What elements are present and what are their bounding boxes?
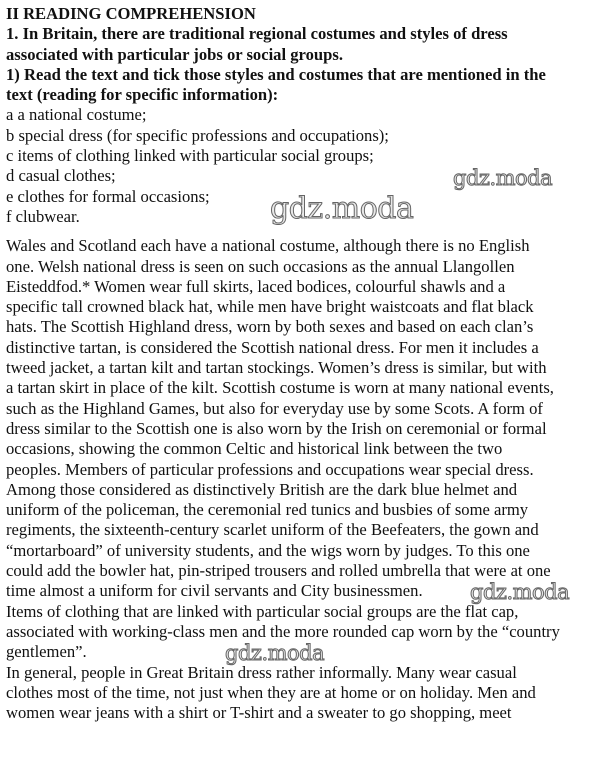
text-line: one. Welsh national dress is seen on such occasions as the annual Llangollen: [6, 256, 515, 276]
document-page: [6, 4, 560, 723]
watermark: gdz.moda: [270, 191, 414, 226]
task-heading-line: associated with particular jobs or social groups.: [6, 44, 343, 64]
text-line: associated with working-class men and the more rounded cap worn by the “country: [6, 621, 560, 641]
text-line: gentlemen”.: [6, 642, 87, 662]
option-item: d casual clothes;: [6, 166, 116, 186]
text-line: uniform of the policeman, the ceremonial red tunics and busbies of some army: [6, 500, 529, 520]
text-line: Wales and Scotland each have a national costume, although there is no English: [6, 236, 530, 256]
section-title: II READING COMPREHENSION: [6, 4, 256, 23]
option-item: b special dress (for specific professions and occupations);: [6, 125, 389, 145]
option-item: a a national costume;: [6, 105, 147, 125]
task-heading-line: 1. In Britain, there are traditional regional costumes and styles of dress: [6, 24, 508, 44]
text-line: “mortarboard” of university students, and the wigs worn by judges. To this one: [6, 540, 530, 560]
text-line: such as the Highland Games, but also for everyday use by some Scots. A form of: [6, 398, 543, 418]
instruction-line: 1) Read the text and tick those styles and costumes that are mentioned in the: [6, 64, 546, 84]
text-line: specific tall crowned black hat, while men have bright waistcoats and flat black: [6, 297, 534, 317]
text-line: dress similar to the Scottish one is also worn by the Irish on ceremonial or formal: [6, 418, 547, 438]
option-item: c items of clothing linked with particular social groups;: [6, 146, 374, 166]
text-line: Among those considered as distinctively British are the dark blue helmet and: [6, 479, 518, 499]
text-line: hats. The Scottish Highland dress, worn by both sexes and based on each clan’s: [6, 317, 534, 337]
text-line: peoples. Members of particular professions and occupations wear special dress.: [6, 459, 534, 479]
text-line: Items of clothing that are linked with particular social groups are the flat cap,: [6, 601, 519, 621]
text-line: a tartan skirt in place of the kilt. Scottish costume is worn at many national events,: [6, 378, 554, 398]
text-line: clothes most of the time, not just when they are at home or on holiday. Men and: [6, 682, 536, 702]
option-item: f clubwear.: [6, 206, 80, 226]
option-item: e clothes for formal occasions;: [6, 186, 210, 206]
watermark: gdz.moda: [225, 641, 325, 665]
text-line: women wear jeans with a shirt or T-shirt and a sweater to go shopping, meet: [6, 703, 512, 723]
text-line: Eisteddfod.* Women wear full skirts, laced bodices, colourful shawls and a: [6, 276, 506, 296]
watermark: gdz.moda: [470, 580, 570, 604]
text-line: distinctive tartan, is considered the Scottish national dress. For men it includes a: [6, 337, 539, 357]
text-line: time almost a uniform for civil servants and City businessmen.: [6, 581, 423, 601]
watermark: gdz.moda: [453, 166, 553, 190]
text-line: regiments, the sixteenth-century scarlet uniform of the Beefeaters, the gown and: [6, 520, 539, 540]
text-line: could add the bowler hat, pin-striped trousers and rolled umbrella that were at one: [6, 561, 551, 581]
text-line: In general, people in Great Britain dress rather informally. Many wear casual: [6, 662, 517, 682]
text-line: tweed jacket, a tartan kilt and tartan stockings. Women’s dress is similar, but with: [6, 358, 547, 378]
text-line: occasions, showing the common Celtic and historical link between the two: [6, 439, 503, 459]
instruction-line: text (reading for specific information):: [6, 85, 279, 105]
